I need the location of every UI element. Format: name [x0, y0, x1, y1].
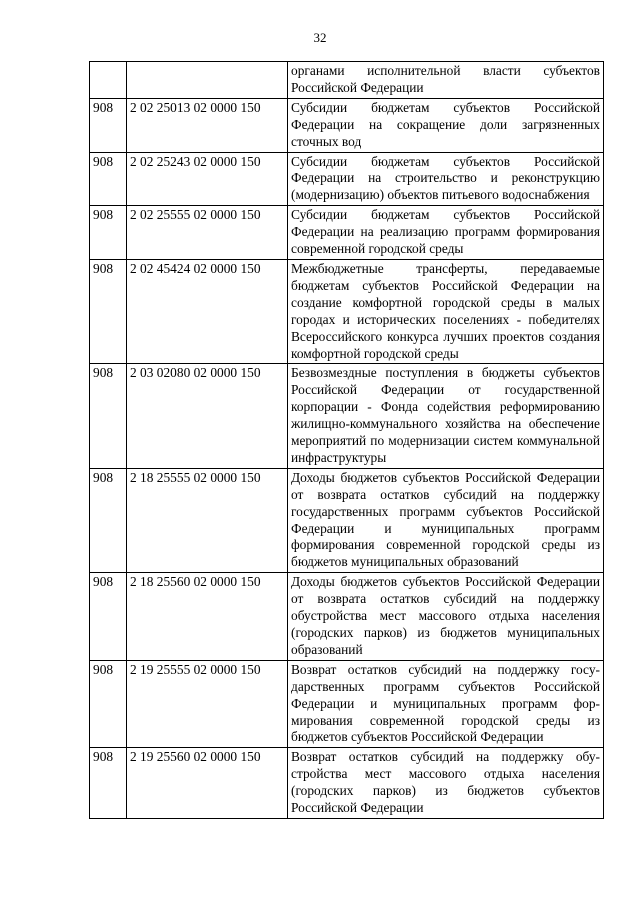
revenue-description-cell: Субсидии бюджетам субъектов Российской Федерации на реализацию программ формирования современной городской среды	[288, 206, 604, 260]
revenue-code-cell: 2 19 25555 02 0000 150	[127, 660, 288, 748]
revenue-description-cell: Возврат остатков субсидий на поддержку государственных программ субъектов Российской Федерации и муниципальных программ формирования современной городской среды из бюджетов субъектов Российской Федерации	[288, 660, 604, 748]
revenue-description-cell: Безвозмездные поступления в бюджеты субъектов Российской Федерации от государственной корпорации - Фонда содействия реформированию жилищно-коммунального хозяйства на обеспечение мероприятий по модернизации систем коммунальной инфраструктуры	[288, 364, 604, 468]
table-body	[90, 62, 604, 819]
revenue-description-cell: Доходы бюджетов субъектов Российской Федерации от возврата остатков субсидий на поддержку государственных программ субъектов Российской Федерации и муниципальных программ формирования современной городской среды из бюджетов муниципальных образований	[288, 468, 604, 572]
admin-code-cell: 908	[90, 364, 127, 468]
table-row	[90, 748, 604, 819]
revenue-code-cell: 2 02 45424 02 0000 150	[127, 259, 288, 363]
page-number: 32	[313, 30, 327, 45]
admin-code-cell: 908	[90, 152, 127, 206]
revenue-code-cell: 2 03 02080 02 0000 150	[127, 364, 288, 468]
revenue-code-cell: 2 18 25555 02 0000 150	[127, 468, 288, 572]
revenue-description-cell: Межбюджетные трансферты, передаваемые бюджетам субъектов Российской Федерации на создание комфортной городской среды в малых городах и исторических поселениях - победителях Всероссийского конкурса лучших проектов создания комфортной городской среды	[288, 259, 604, 363]
revenue-code-cell	[127, 62, 288, 99]
table-row	[90, 62, 604, 99]
table-row	[90, 573, 604, 661]
admin-code-cell	[90, 62, 127, 99]
revenue-code-cell: 2 02 25013 02 0000 150	[127, 98, 288, 152]
admin-code-cell: 908	[90, 573, 127, 661]
admin-code-cell: 908	[90, 98, 127, 152]
revenue-code-cell: 2 18 25560 02 0000 150	[127, 573, 288, 661]
revenue-description-cell: органами исполнительной власти субъектов Российской Федерации	[288, 62, 604, 99]
table-row	[90, 206, 604, 260]
admin-code-cell: 908	[90, 468, 127, 572]
admin-code-cell: 908	[90, 748, 127, 819]
budget-classification-table	[89, 61, 604, 819]
admin-code-cell: 908	[90, 206, 127, 260]
revenue-code-cell: 2 02 25555 02 0000 150	[127, 206, 288, 260]
revenue-code-cell: 2 02 25243 02 0000 150	[127, 152, 288, 206]
revenue-description-cell: Субсидии бюджетам субъектов Российской Федерации на сокращение доли загрязненных сточных вод	[288, 98, 604, 152]
table-row	[90, 468, 604, 572]
revenue-description-cell: Субсидии бюджетам субъектов Российской Федерации на строительство и реконструкцию (модернизацию) объектов питьевого водоснабжения	[288, 152, 604, 206]
revenue-description-cell: Доходы бюджетов субъектов Российской Федерации от возврата остатков субсидий на поддержку обустройства мест массового отдыха населения (городских парков) из бюджетов муниципальных образований	[288, 573, 604, 661]
table-row	[90, 152, 604, 206]
table-row	[90, 259, 604, 363]
table-row	[90, 660, 604, 748]
admin-code-cell: 908	[90, 259, 127, 363]
table-row	[90, 364, 604, 468]
table-row	[90, 98, 604, 152]
revenue-description-cell: Возврат остатков субсидий на поддержку обустройства мест массового отдыха населения (городских парков) из бюджетов субъектов Российской Федерации	[288, 748, 604, 819]
admin-code-cell: 908	[90, 660, 127, 748]
revenue-code-cell: 2 19 25560 02 0000 150	[127, 748, 288, 819]
